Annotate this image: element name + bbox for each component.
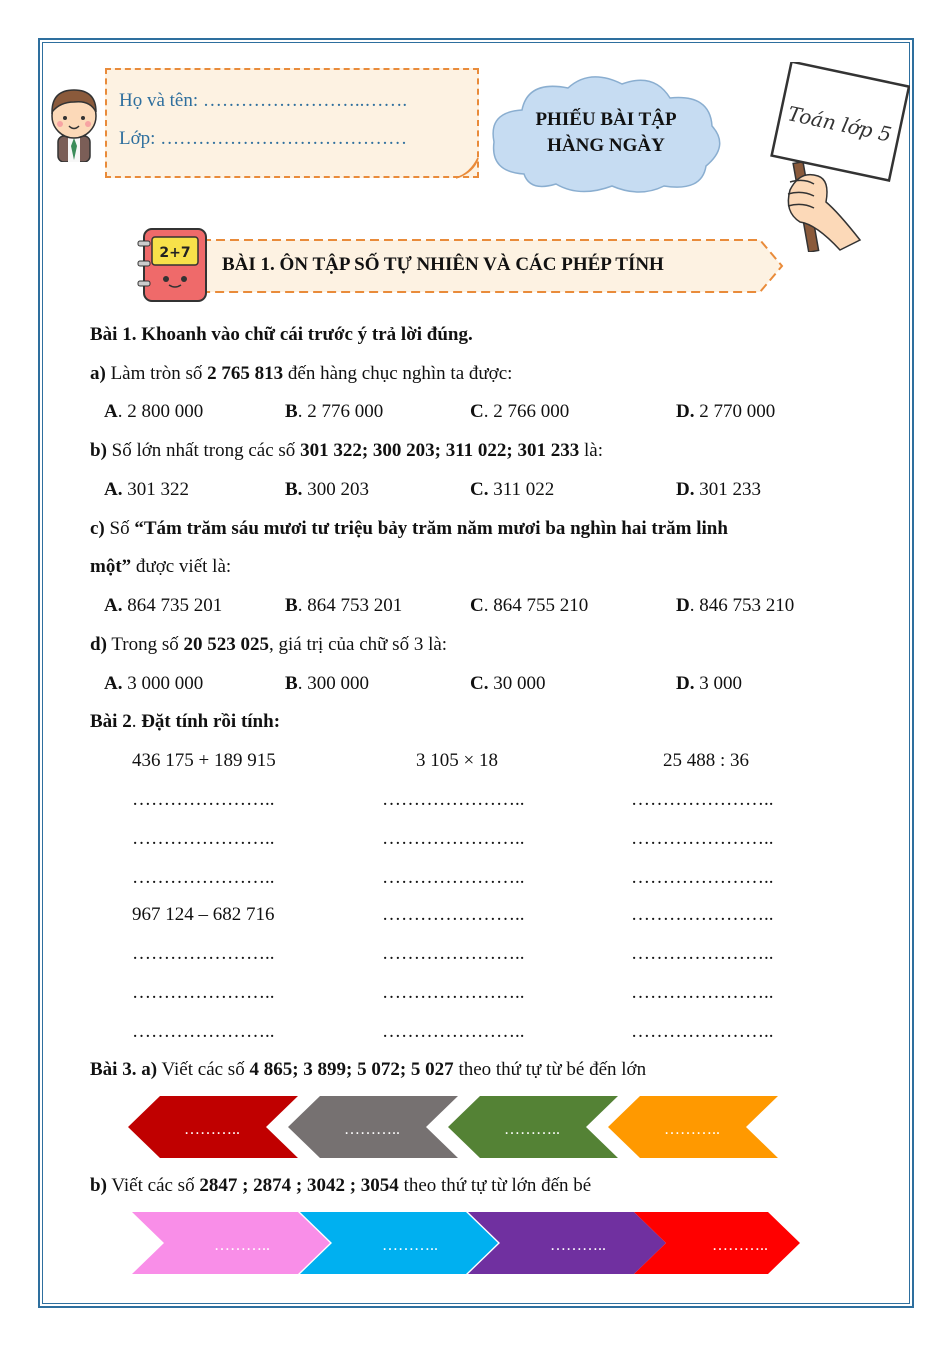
student-class-field[interactable]: Lớp: ………………………………… — [119, 128, 408, 149]
answer-line[interactable]: ………………….. — [382, 867, 525, 888]
answer-line[interactable]: ………………….. — [382, 982, 525, 1003]
ex1-heading: Bài 1. Khoanh vào chữ cái trước ý trả lời đúng. — [90, 324, 473, 345]
ex3a-blank-3: ……….. — [504, 1121, 560, 1138]
page-curl-icon — [452, 154, 482, 180]
student-name-field[interactable]: Họ và tên: ……………………..……. — [119, 90, 408, 111]
sign-text: Toán lớp 5 — [785, 101, 894, 147]
ex1a-option-b[interactable]: B. 2 776 000 — [285, 401, 384, 422]
ex3b-blank-3: ……….. — [550, 1237, 606, 1254]
answer-line[interactable]: ………………….. — [382, 789, 525, 810]
ex3b-blank-4: ……….. — [712, 1237, 768, 1254]
ex3a-blank-2: ……….. — [344, 1121, 400, 1138]
answer-line[interactable]: ………………….. — [132, 828, 275, 849]
ex1c-option-b[interactable]: B. 864 753 201 — [285, 595, 403, 616]
ex3a-arrow-1[interactable] — [128, 1096, 298, 1158]
ex1d-question: d) Trong số 20 523 025, giá trị của chữ số 3 là: — [90, 634, 448, 655]
answer-line[interactable]: ………………….. — [132, 789, 275, 810]
ex3b-blank-2: ……….. — [382, 1237, 438, 1254]
hand-sign-icon — [760, 62, 910, 252]
ex3a-arrow-3[interactable] — [448, 1096, 618, 1158]
ex1b-option-d[interactable]: D. 301 233 — [676, 479, 761, 500]
ex1c-question-line2: một” được viết là: — [90, 556, 232, 577]
answer-line[interactable]: ………………….. — [132, 867, 275, 888]
answer-line[interactable]: ………………….. — [132, 1021, 275, 1042]
ex1d-option-a[interactable]: A. 3 000 000 — [104, 673, 204, 694]
ex2-problem-1: 436 175 + 189 915 — [132, 750, 276, 771]
ex3b-question: b) Viết các số 2847 ; 2874 ; 3042 ; 3054 theo thứ tự từ lớn đến bé — [90, 1175, 592, 1196]
answer-line[interactable]: ………………….. — [631, 1021, 774, 1042]
ex1b-option-a[interactable]: A. 301 322 — [104, 479, 189, 500]
lesson-title: BÀI 1. ÔN TẬP SỐ TỰ NHIÊN VÀ CÁC PHÉP TÍNH — [222, 254, 664, 275]
ex1c-option-d[interactable]: D. 846 753 210 — [676, 595, 795, 616]
answer-line[interactable]: ………………….. — [631, 982, 774, 1003]
answer-line[interactable]: ………………….. — [382, 943, 525, 964]
ex3a-arrow-2[interactable] — [288, 1096, 458, 1158]
answer-line[interactable]: ………………….. — [631, 943, 774, 964]
ex1b-question: b) Số lớn nhất trong các số 301 322; 300 203; 311 022; 301 233 là: — [90, 440, 603, 461]
worksheet-title-line2: HÀNG NGÀY — [547, 135, 665, 156]
ex1c-question-line1: c) Số “Tám trăm sáu mươi tư triệu bảy trăm năm mươi ba nghìn hai trăm linh — [90, 518, 728, 539]
ex3b-arrow-1[interactable] — [132, 1212, 330, 1274]
answer-line[interactable]: ………………….. — [382, 1021, 525, 1042]
ex3b-arrow-row — [130, 1210, 804, 1276]
ex3b-blank-1: ……….. — [214, 1237, 270, 1254]
ex1c-option-a[interactable]: A. 864 735 201 — [104, 595, 223, 616]
ex1a-option-d[interactable]: D. 2 770 000 — [676, 401, 776, 422]
math-book-icon — [136, 225, 210, 305]
ex3a-blank-1: ……….. — [184, 1121, 240, 1138]
answer-line[interactable]: ………………….. — [382, 904, 525, 925]
answer-line[interactable]: ………………….. — [631, 867, 774, 888]
answer-line[interactable]: ………………….. — [382, 828, 525, 849]
answer-line[interactable]: ………………….. — [631, 904, 774, 925]
ex2-problem-4: 967 124 – 682 716 — [132, 904, 275, 925]
ex2-problem-2: 3 105 × 18 — [416, 750, 498, 771]
ex1c-option-c[interactable]: C. 864 755 210 — [470, 595, 589, 616]
ex3a-question: Bài 3. a) Viết các số 4 865; 3 899; 5 072; 5 027 theo thứ tự từ bé đến lớn — [90, 1059, 647, 1080]
worksheet-title — [506, 107, 706, 159]
ex1d-option-d[interactable]: D. 3 000 — [676, 673, 742, 694]
book-equation-text: 2+7 — [159, 245, 191, 261]
student-info-box — [105, 68, 479, 178]
answer-line[interactable]: ………………….. — [631, 828, 774, 849]
worksheet-title-line1: PHIẾU BÀI TẬP — [535, 109, 677, 130]
answer-line[interactable]: ………………….. — [132, 982, 275, 1003]
ex2-heading: Bài 2. Đặt tính rồi tính: — [90, 711, 281, 732]
answer-line[interactable]: ………………….. — [631, 789, 774, 810]
ex1a-option-c[interactable]: C. 2 766 000 — [470, 401, 570, 422]
ex1b-option-c[interactable]: C. 311 022 — [470, 479, 555, 500]
ex3a-arrow-4[interactable] — [608, 1096, 778, 1158]
ex3a-blank-4: ……….. — [664, 1121, 720, 1138]
ex2-problem-3: 25 488 : 36 — [663, 750, 750, 771]
ex1b-option-b[interactable]: B. 300 203 — [285, 479, 369, 500]
ex1d-option-c[interactable]: C. 30 000 — [470, 673, 546, 694]
answer-line[interactable]: ………………….. — [132, 943, 275, 964]
ex1a-option-a[interactable]: A. 2 800 000 — [104, 401, 204, 422]
student-avatar-icon — [44, 82, 104, 162]
ex1d-option-b[interactable]: B. 300 000 — [285, 673, 369, 694]
ex1a-question: a) Làm tròn số 2 765 813 đến hàng chục nghìn ta được: — [90, 363, 513, 384]
ex3a-arrow-row — [126, 1094, 782, 1160]
